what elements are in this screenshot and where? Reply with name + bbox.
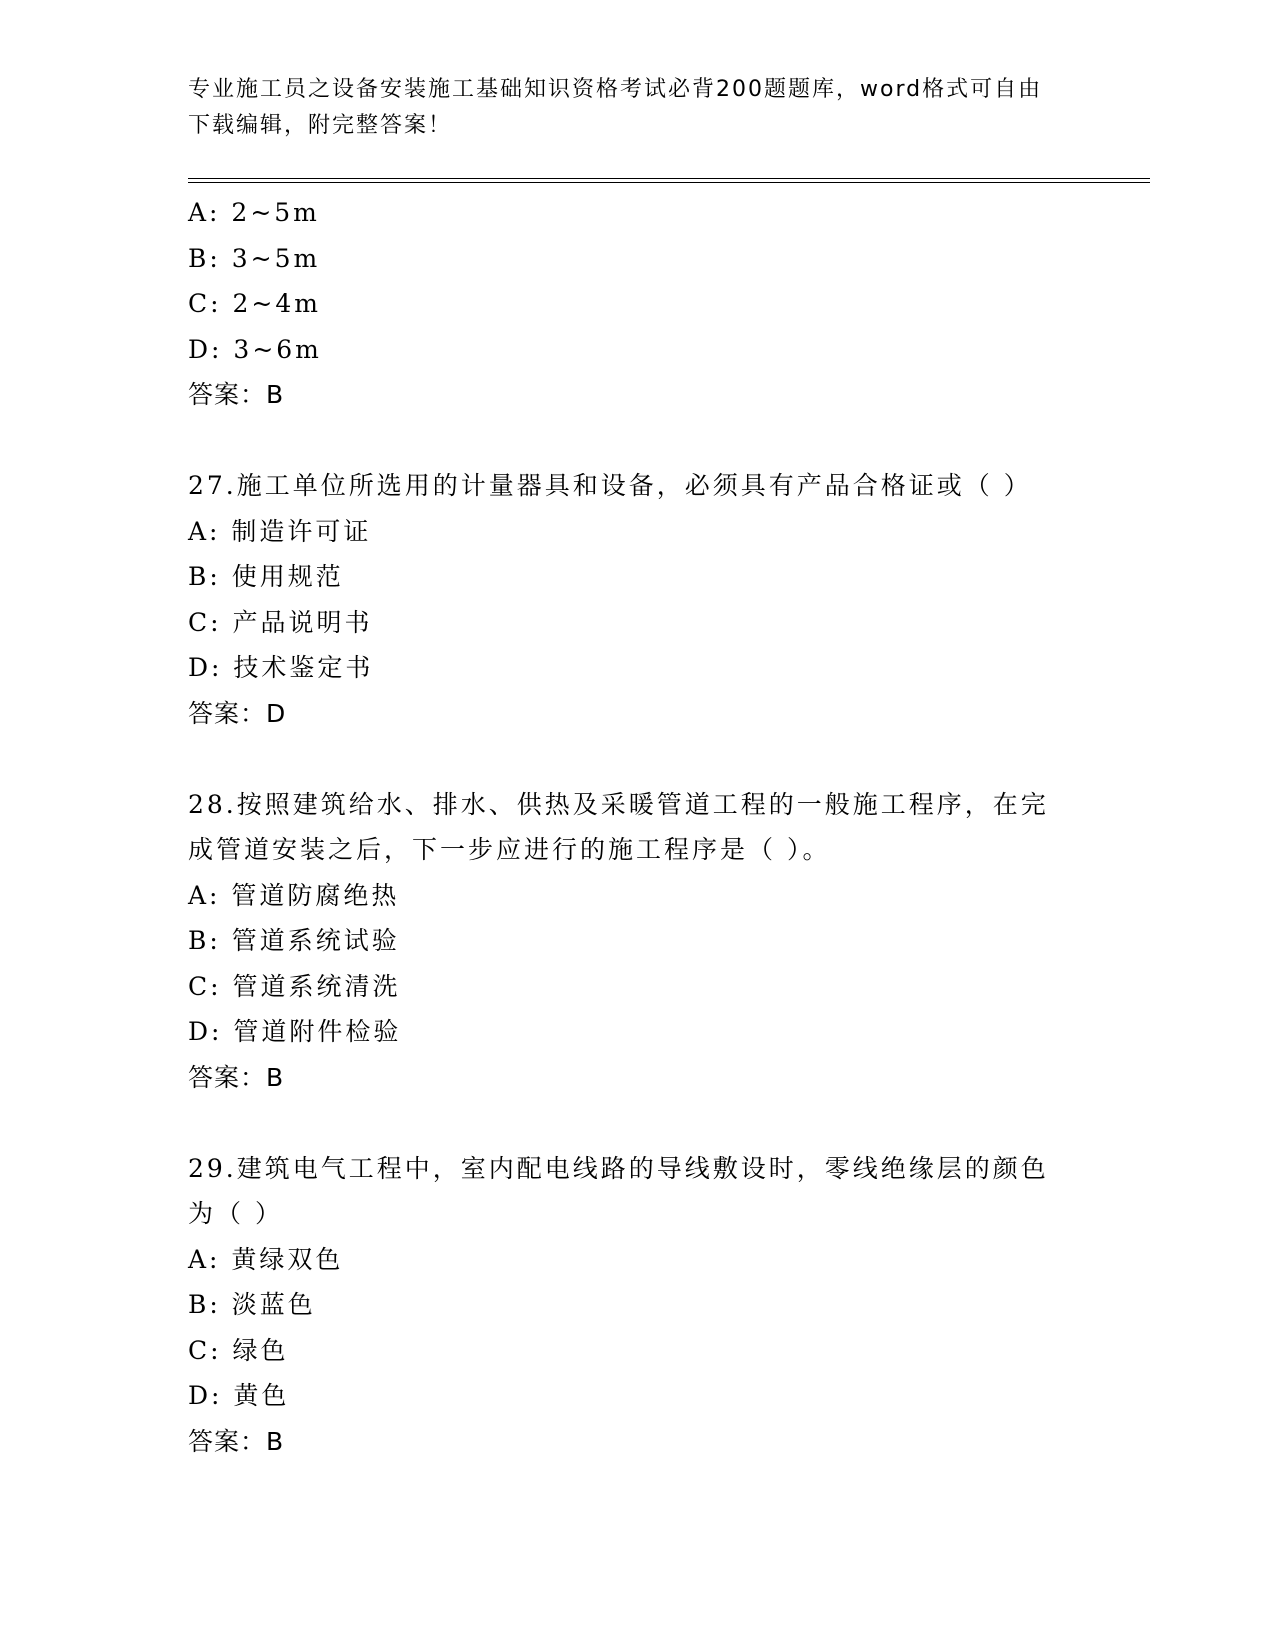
option-b: B: 管道系统试验 — [188, 926, 400, 955]
question-text-continued: 为（ ） — [188, 1199, 283, 1228]
question-28 — [188, 782, 1088, 1101]
option-a: A: 制造许可证 — [188, 516, 372, 546]
header-line-2: 下载编辑，附完整答案！ — [188, 113, 453, 138]
header-line-1: 专业施工员之设备安装施工基础知识资格考试必背200题题库，word格式可自由 — [188, 77, 1043, 102]
option-c: C: 产品说明书 — [188, 607, 373, 637]
spacer — [188, 1100, 1088, 1146]
spacer — [188, 418, 1088, 464]
answer: 答案：B — [188, 1062, 285, 1092]
option-d: D: 技术鉴定书 — [188, 653, 374, 682]
option-c: C: 管道系统清洗 — [188, 971, 401, 1001]
question-text-continued: 成管道安装之后，下一步应进行的施工程序是（ ）。 — [188, 835, 831, 864]
spacer — [188, 736, 1088, 782]
question-text: 27.施工单位所选用的计量器具和设备，必须具有产品合格证或（ ） — [188, 471, 1032, 500]
document-header — [188, 72, 1088, 144]
option-a: A: 黄绿双色 — [188, 1244, 344, 1274]
question-27 — [188, 463, 1088, 736]
option-d: D: 黄色 — [188, 1381, 290, 1410]
header-divider-top — [188, 178, 1150, 179]
question-list — [188, 190, 1088, 1464]
answer: 答案：D — [188, 698, 287, 728]
option-a: A: 管道防腐绝热 — [188, 880, 400, 910]
option-d: D: 3~6m — [188, 334, 322, 364]
answer: 答案：B — [188, 1426, 285, 1456]
answer: 答案：B — [188, 380, 285, 409]
option-b: B: 淡蓝色 — [188, 1290, 316, 1319]
question-text: 29.建筑电气工程中，室内配电线路的导线敷设时，零线绝缘层的颜色 — [188, 1153, 1049, 1183]
question-text: 28.按照建筑给水、排水、供热及采暖管道工程的一般施工程序，在完 — [188, 789, 1049, 819]
option-c: C: 2~4m — [188, 289, 321, 318]
option-c: C: 绿色 — [188, 1335, 289, 1365]
question-26 — [188, 190, 1088, 418]
option-b: B: 使用规范 — [188, 562, 344, 591]
header-divider-bottom — [188, 182, 1150, 183]
option-a: A: 2~5m — [188, 198, 320, 227]
option-b: B: 3~5m — [188, 243, 321, 273]
option-d: D: 管道附件检验 — [188, 1017, 402, 1046]
question-29 — [188, 1146, 1088, 1465]
